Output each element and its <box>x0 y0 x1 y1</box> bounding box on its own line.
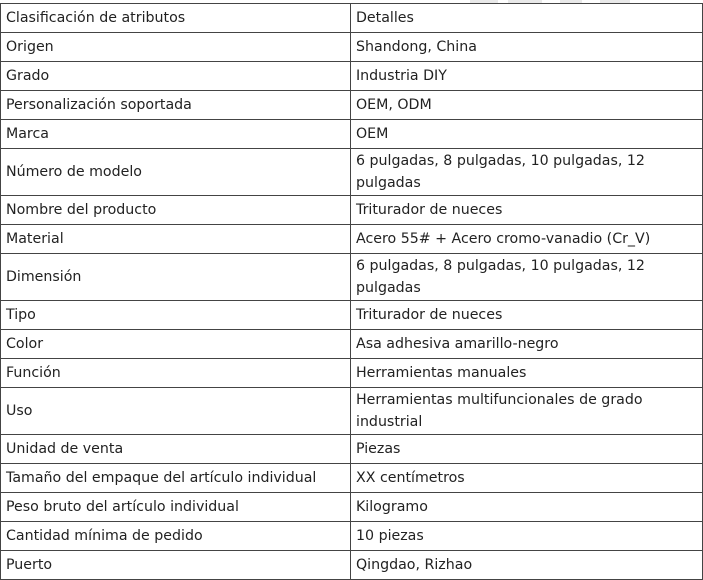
table-row <box>1 33 703 62</box>
table-row <box>1 435 703 464</box>
detail-cell: Acero 55# + Acero cromo-vanadio (Cr_V) <box>351 225 703 254</box>
table-row <box>1 388 703 435</box>
table-row <box>1 254 703 301</box>
header-detail-cell: Detalles <box>351 4 703 33</box>
table-row <box>1 91 703 120</box>
table-row <box>1 493 703 522</box>
table-row <box>1 225 703 254</box>
attribute-cell: Peso bruto del artículo individual <box>1 493 351 522</box>
attribute-cell: Marca <box>1 120 351 149</box>
detail-cell: 10 piezas <box>351 522 703 551</box>
detail-cell: Triturador de nueces <box>351 301 703 330</box>
detail-cell: Kilogramo <box>351 493 703 522</box>
attribute-cell: Cantidad mínima de pedido <box>1 522 351 551</box>
table-header-row <box>1 4 703 33</box>
detail-cell: XX centímetros <box>351 464 703 493</box>
table-row <box>1 149 703 196</box>
attribute-cell: Uso <box>1 388 351 435</box>
attribute-cell: Tipo <box>1 301 351 330</box>
table-row <box>1 551 703 580</box>
detail-cell: OEM, ODM <box>351 91 703 120</box>
table-row <box>1 62 703 91</box>
detail-cell: Herramientas multifuncionales de grado industrial <box>351 388 703 435</box>
detail-cell: Industria DIY <box>351 62 703 91</box>
detail-cell: OEM <box>351 120 703 149</box>
table-row <box>1 464 703 493</box>
attribute-cell: Personalización soportada <box>1 91 351 120</box>
attribute-cell: Grado <box>1 62 351 91</box>
table-row <box>1 330 703 359</box>
attribute-cell: Puerto <box>1 551 351 580</box>
attribute-cell: Unidad de venta <box>1 435 351 464</box>
detail-cell: Qingdao, Rizhao <box>351 551 703 580</box>
table-row <box>1 522 703 551</box>
table-row <box>1 359 703 388</box>
attribute-cell: Tamaño del empaque del artículo individual <box>1 464 351 493</box>
attribute-cell: Origen <box>1 33 351 62</box>
detail-cell: Triturador de nueces <box>351 196 703 225</box>
table-row <box>1 196 703 225</box>
attributes-table <box>0 3 703 580</box>
attribute-cell: Nombre del producto <box>1 196 351 225</box>
attribute-cell: Material <box>1 225 351 254</box>
detail-cell: Piezas <box>351 435 703 464</box>
detail-cell: 6 pulgadas, 8 pulgadas, 10 pulgadas, 12 pulgadas <box>351 254 703 301</box>
attribute-cell: Número de modelo <box>1 149 351 196</box>
table-row <box>1 120 703 149</box>
attribute-cell: Color <box>1 330 351 359</box>
attribute-cell: Dimensión <box>1 254 351 301</box>
detail-cell: 6 pulgadas, 8 pulgadas, 10 pulgadas, 12 pulgadas <box>351 149 703 196</box>
table-row <box>1 301 703 330</box>
detail-cell: Shandong, China <box>351 33 703 62</box>
detail-cell: Herramientas manuales <box>351 359 703 388</box>
header-attribute-cell: Clasificación de atributos <box>1 4 351 33</box>
detail-cell: Asa adhesiva amarillo-negro <box>351 330 703 359</box>
attribute-cell: Función <box>1 359 351 388</box>
